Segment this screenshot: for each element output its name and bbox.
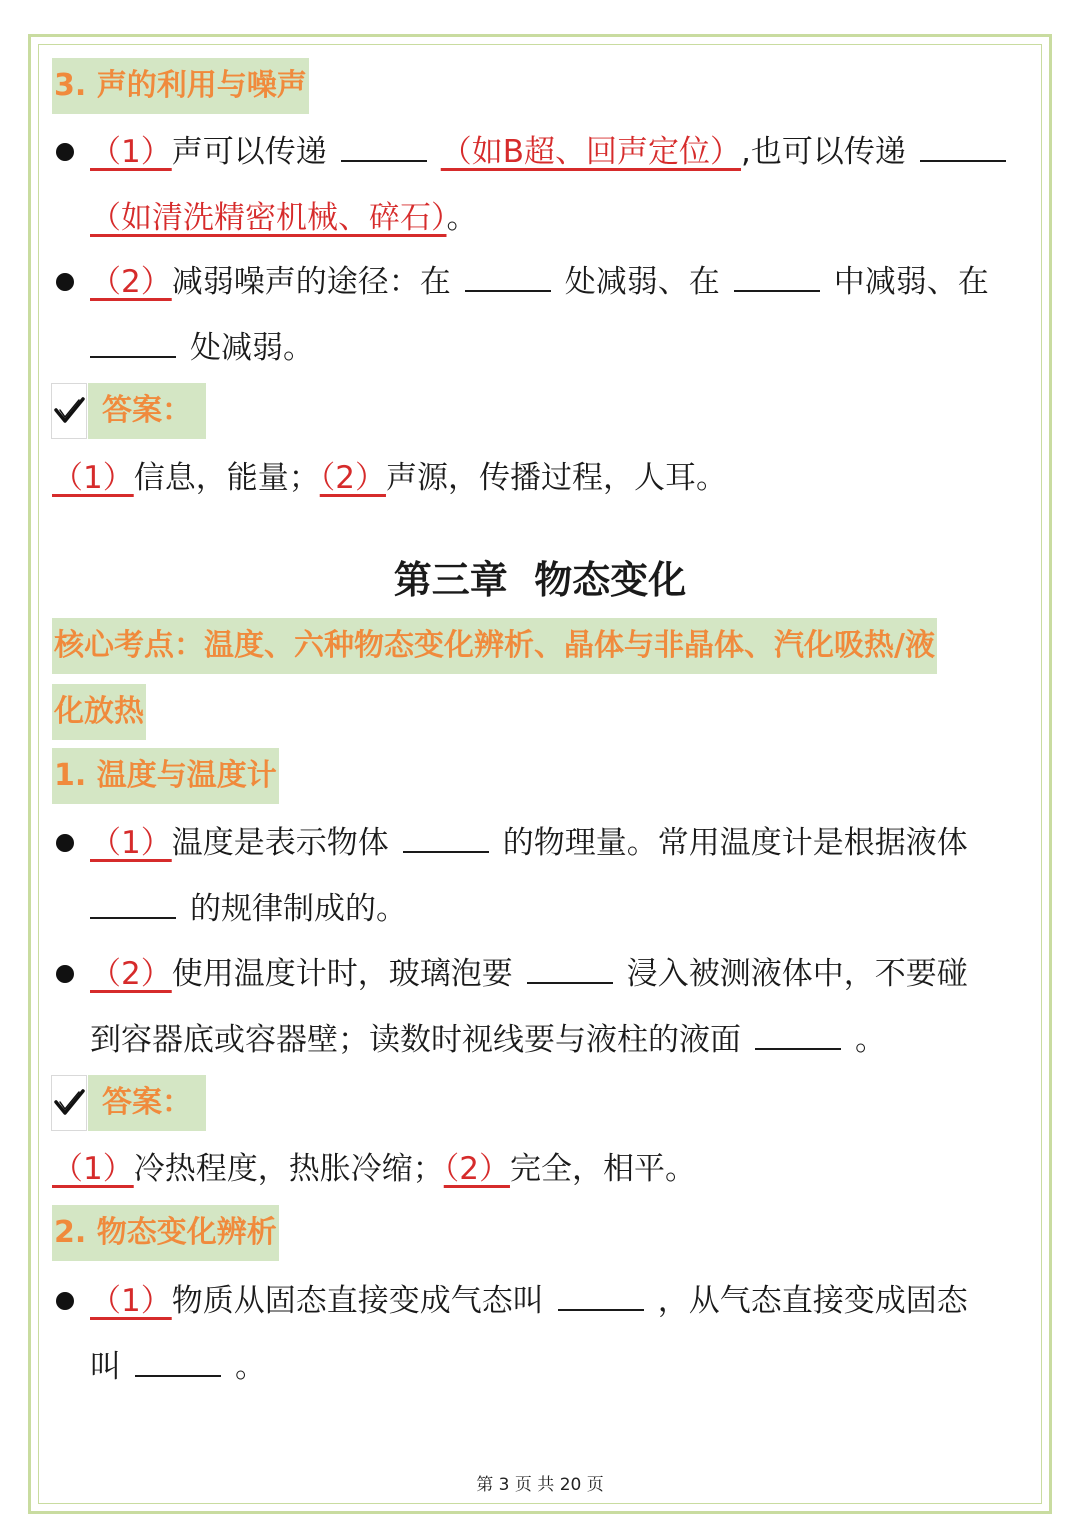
chapter-title: 第三章 物态变化 [393, 558, 687, 602]
fill-blank[interactable] [90, 332, 176, 358]
list-item: （2）使用温度计时，玻璃泡要 浸入被测液体中，不要碰 [90, 956, 968, 992]
bullet-icon [56, 834, 74, 852]
checkmark-icon [52, 384, 86, 438]
list-item: （1）声可以传递 （如B超、回声定位）,也可以传递 [90, 130, 1020, 174]
fill-blank[interactable] [527, 958, 613, 984]
list-item-continued: （如清洗精密机械、碎石）。 [90, 200, 478, 236]
fill-blank[interactable] [341, 136, 427, 162]
fill-blank[interactable] [90, 893, 176, 919]
fill-blank[interactable] [135, 1351, 221, 1377]
fill-blank[interactable] [403, 827, 489, 853]
list-item: （2）减弱噪声的途径：在 处减弱、在 中减弱、在 [90, 264, 989, 300]
checkmark-box [51, 383, 87, 439]
list-item: （1）物质从固态直接变成气态叫 ，从气态直接变成固态 [90, 1283, 968, 1319]
checkmark-box [51, 1075, 87, 1131]
list-item-continued: 叫 。 [90, 1349, 266, 1385]
core-points-line2: 化放热 [52, 684, 146, 740]
answer-label: 答案： [88, 383, 206, 439]
core-points-line1: 核心考点：温度、六种物态变化辨析、晶体与非晶体、汽化吸热/液 [52, 618, 937, 674]
list-item-continued: 到容器底或容器壁；读数时视线要与液柱的液面 。 [90, 1022, 886, 1058]
topic-heading: 1. 温度与温度计 [52, 748, 279, 804]
list-item-continued: 的规律制成的。 [76, 887, 407, 931]
fill-blank[interactable] [465, 266, 551, 292]
checkmark-icon [52, 1076, 86, 1130]
fill-blank[interactable] [920, 136, 1006, 162]
fill-blank[interactable] [755, 1024, 841, 1050]
bullet-icon [56, 273, 74, 291]
list-item: （1）温度是表示物体 的物理量。常用温度计是根据液体 [90, 825, 968, 861]
answer-text: （1）冷热程度，热胀冷缩；（2）完全，相平。 [52, 1151, 696, 1187]
bullet-icon [56, 143, 74, 161]
bullet-icon [56, 1292, 74, 1310]
list-item-continued: 处减弱。 [76, 326, 314, 370]
answer-label: 答案： [88, 1075, 206, 1131]
answer-text: （1）信息，能量；（2）声源，传播过程，人耳。 [52, 460, 727, 496]
page-footer: 第 3 页 共 20 页 [476, 1475, 604, 1495]
bullet-icon [56, 965, 74, 983]
topic-heading: 2. 物态变化辨析 [52, 1205, 279, 1261]
section-heading: 3. 声的利用与噪声 [52, 58, 309, 114]
fill-blank[interactable] [558, 1285, 644, 1311]
fill-blank[interactable] [734, 266, 820, 292]
